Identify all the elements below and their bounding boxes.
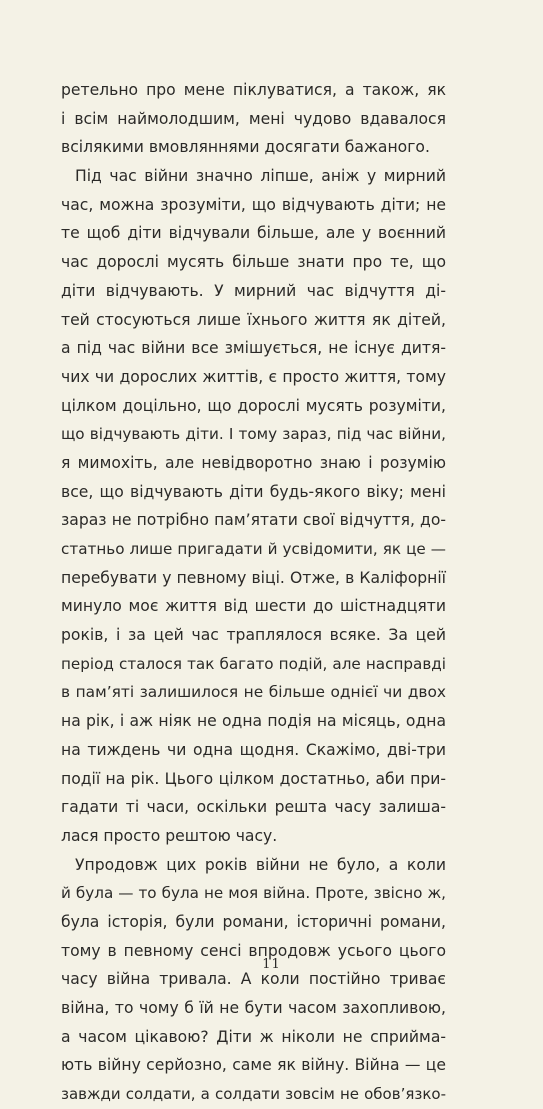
text-line: і всім наймолодшим, мені чудово вдавалося <box>61 109 446 128</box>
text-line: війна, то чому б їй не бути часом захопливою, <box>61 999 446 1017</box>
text-line: на рік, і аж ніяк не одна подія на місяць, одна <box>61 712 446 731</box>
text-line: всілякими вмовляннями досягати бажаного. <box>61 138 430 157</box>
text-line: час, можна зрозуміти, що відчувають діти; не <box>61 195 446 214</box>
text-line: тому в певному сенсі впродовж усього цього <box>61 941 446 960</box>
text-line: ють війну серйозно, саме як війну. Війна — це <box>61 1056 446 1075</box>
text-line: я мимохіть, але невідворотно знаю і розумію <box>61 453 446 472</box>
text-line: Під час війни значно ліпше, аніж у мирний <box>75 167 446 186</box>
text-line: минуло моє життя від шести до шістнадцяти <box>61 597 446 616</box>
text-line: те щоб діти відчували більше, але у воєнний <box>61 224 446 243</box>
page-body-text <box>61 76 446 1109</box>
text-line: ретельно про мене піклуватися, а також, як <box>61 81 446 99</box>
text-line: зараз не потрібно пам’ятати свої відчуття, до- <box>61 511 446 530</box>
text-line: Упродовж цих років війни не було, а коли <box>75 855 446 874</box>
text-line: лася просто рештою часу. <box>61 826 278 845</box>
text-line: чих чи дорослих життів, є просто життя, тому <box>61 367 446 386</box>
text-line: статньо лише пригадати й усвідомити, як це — <box>61 540 446 558</box>
text-line: тей стосуються лише їхнього життя як дітей, <box>61 310 446 329</box>
text-line: перебувати у певному віці. Отже, в Каліфорнії <box>61 568 446 587</box>
text-line: була історія, були романи, історичні романи, <box>61 912 446 931</box>
text-line: діти відчувають. У мирний час відчуття ді- <box>61 281 446 300</box>
page-number: 11 <box>262 957 281 972</box>
text-line: події на рік. Цього цілком достатньо, аби при- <box>61 769 446 788</box>
text-line: років, і за цей час траплялося всяке. За цей <box>61 626 446 645</box>
text-line: а під час війни все змішується, не існує дитя- <box>61 339 446 358</box>
text-line: гадати ті часи, оскільки решта часу залиша- <box>61 798 446 817</box>
text-line: все, що відчувають діти будь-якого віку; мені <box>61 482 446 501</box>
text-line: час дорослі мусять більше знати про те, що <box>61 253 446 272</box>
text-line: цілком доцільно, що дорослі мусять розуміти, <box>61 396 446 415</box>
text-line: на тиждень чи одна щодня. Скажімо, дві-три <box>61 740 446 759</box>
text-line: що відчувають діти. І тому зараз, під час війни, <box>61 425 446 444</box>
text-line: в пам’яті залишилося не більше однієї чи двох <box>61 683 446 702</box>
text-line: завжди солдати, а солдати зовсім не обов’язко- <box>61 1085 446 1104</box>
text-line: часу війна тривала. А коли постійно триває <box>61 970 446 989</box>
text-line: період сталося так багато подій, але насправді <box>61 654 446 673</box>
text-line: й була — то була не моя війна. Проте, звісно ж, <box>61 884 446 903</box>
text-line: а часом цікавою? Діти ж ніколи не сприйма- <box>61 1027 446 1046</box>
